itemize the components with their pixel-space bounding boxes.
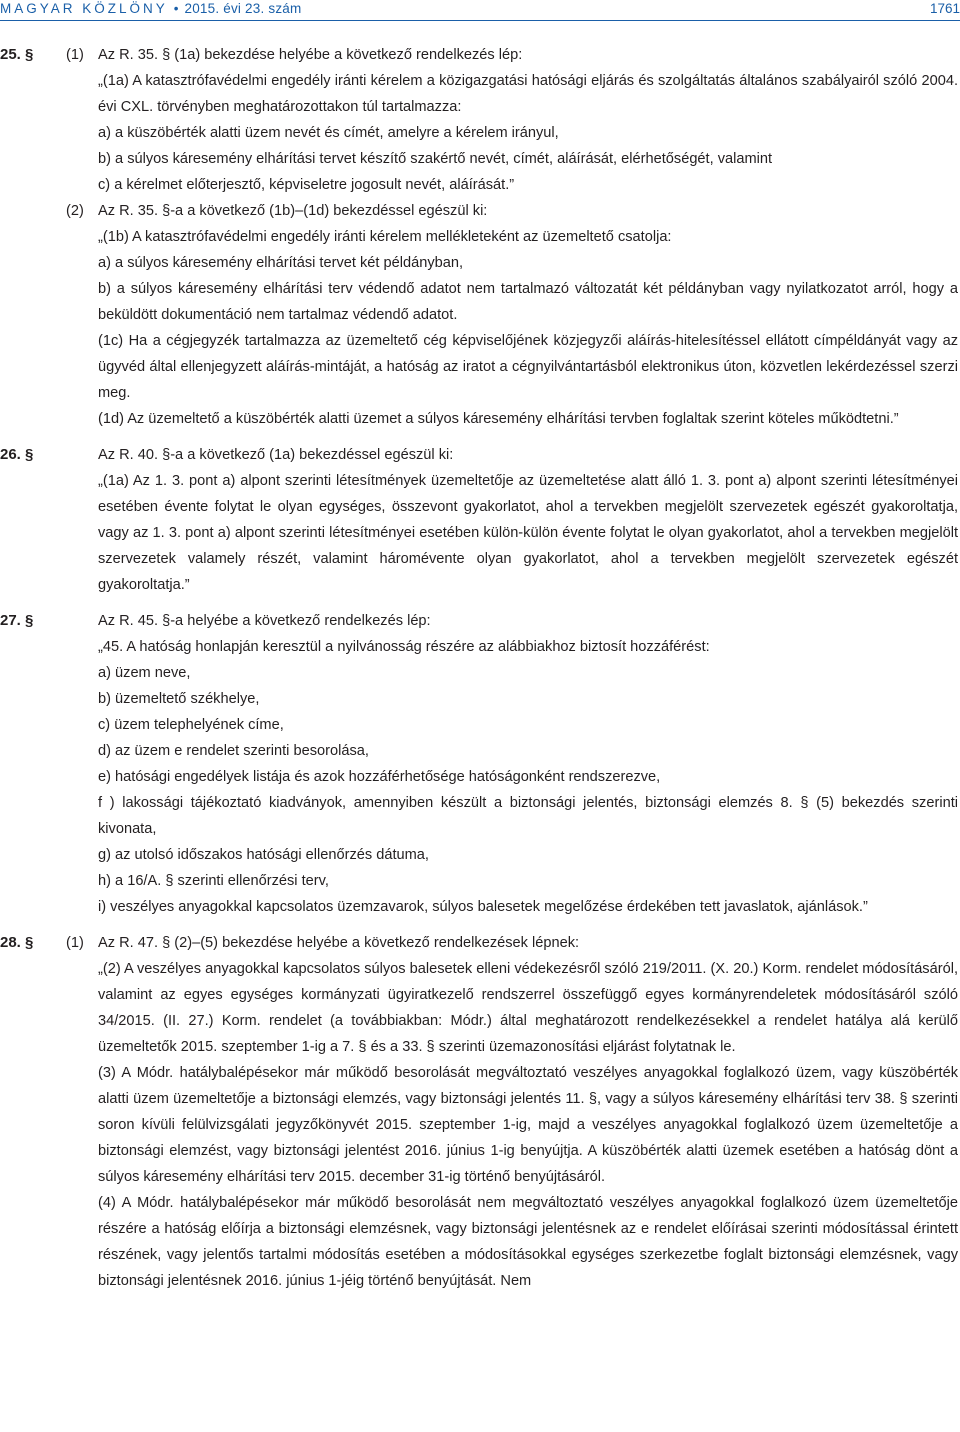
paragraph: (4) A Módr. hatálybalépésekor már működő besorolását nem megváltoztató veszélyes anyagokkal foglalkozó üzem üzemeltetője részére a hatóság előírja a biztonsági elemzésnek, vagy biztonsági jelentésnek az e rendelet előírásai szerinti módosítással érintett részének, vagy jelentős tartalmi módosítás esetében a módosításokkal egységes szerkezetbe foglalt biztonsági elemzésnek, vagy biztonsági jelentésnek 2016. június 1-jéig történő benyújtását. Nem xyxy=(98,1195,958,1289)
paragraph: c) üzem telephelyének címe, xyxy=(98,717,284,733)
paragraph: Az R. 35. §-a a következő (1b)–(1d) bekezdéssel egészül ki: xyxy=(98,203,488,219)
paragraph: g) az utolsó időszakos hatósági ellenőrzés dátuma, xyxy=(98,847,429,863)
section-gap xyxy=(0,598,960,608)
section-number: 25. § xyxy=(0,46,34,63)
page-header xyxy=(0,0,960,21)
section xyxy=(0,930,960,1294)
paragraph: d) az üzem e rendelet szerinti besorolása, xyxy=(98,743,369,759)
subsection xyxy=(66,198,958,432)
paragraph: f ) lakossági tájékoztató kiadványok, amennyiben készült a biztonsági jelentés, biztonsági elemzés 8. § (5) bekezdés szerinti kivonata, xyxy=(98,795,958,837)
paragraph: Az R. 40. §-a a következő (1a) bekezdéssel egészül ki: xyxy=(98,447,454,463)
issue-date: 2015. évi 23. szám xyxy=(184,1,302,16)
paragraph: „(2) A veszélyes anyagokkal kapcsolatos súlyos balesetek elleni védekezésről szóló 219/2011. (X. 20.) Korm. rendelet módosításáról, valamint az egyes egységes kormányzati ügyiratkezelő rendszerrel összefüggő egyes kormányrendeletek módosításáról szóló 34/2015. (II. 27.) Korm. rendelet (a továbbiakban: Módr.) által meghatározott rendelkezésekkel a rendelet hatálya alá kerülő üzemeltetők 2015. szeptember 1-ig a 7. § és a 33. § szerinti üzemazonosítási eljárást folytatnak le. xyxy=(98,961,958,1055)
paragraph: Az R. 47. § (2)–(5) bekezdése helyébe a következő rendelkezések lépnek: xyxy=(98,935,580,951)
paragraph: Az R. 45. §-a helyébe a következő rendelkezés lép: xyxy=(98,613,431,629)
subsection xyxy=(98,442,958,598)
paragraph: „(1a) Az 1. 3. pont a) alpont szerinti létesítmények üzemeltetője az üzemeltetése alatt álló 1. 3. pont a) alpont szerinti létesítményei esetében évente folytat le olyan egységes, összevont gyakorlatot, ahol a tervekben megjelölt szervezetek egészét gyakoroltatja, vagy az 1. 3. pont a) alpont szerinti létesítményei esetében külön-külön évente folytat le olyan gyakorlatot, ahol a tervekben megjelölt szervezetek valamely részét, valamint háromévente olyan gyakorlatot, ahol a tervekben megjelölt szervezetek egészét gyakoroltatja.” xyxy=(98,473,958,593)
paragraph: h) a 16/A. § szerinti ellenőrzési terv, xyxy=(98,873,329,889)
section-body xyxy=(66,930,958,1294)
paragraph: (3) A Módr. hatálybalépésekor már működő besorolását megváltoztató veszélyes anyagokkal foglalkozó üzem, vagy küszöbérték alatti üzem üzemeltetője a biztonsági elemzés, vagy biztonsági jelentés 11. §, vagy a súlyos káresemény elhárítási terv 38. § szerinti soron kívüli felülvizsgálati jegyzőkönyvét 2015. szeptember 1-ig, majd a veszélyes anyagokkal foglalkozó üzem üzemeltetője a biztonsági elemzést, vagy biztonsági jelentést 2016. június 1-ig benyújtja. A küszöbérték alatti üzemek esetében a hatóság dönt a súlyos káresemény elhárítási terv 2015. december 31-ig történő benyújtásáról. xyxy=(98,1065,958,1185)
paragraph: „(1b) A katasztrófavédelmi engedély iránti kérelem mellékleteként az üzemeltető csatolja: xyxy=(98,229,672,245)
paragraph: c) a kérelmet előterjesztő, képviseletre jogosult nevét, aláírását.” xyxy=(98,177,515,193)
page-number: 1761 xyxy=(929,1,960,16)
section xyxy=(0,42,960,432)
paragraph: „45. A hatóság honlapján keresztül a nyilvánosság részére az alábbiakhoz biztosít hozzáférést: xyxy=(98,639,710,655)
section-number: 28. § xyxy=(0,934,34,951)
section-gap xyxy=(0,920,960,930)
subsection xyxy=(98,608,958,920)
subsection-number: (2) xyxy=(66,203,84,219)
section-number: 27. § xyxy=(0,612,34,629)
subsection-number: (1) xyxy=(66,935,84,951)
subsection-number: (1) xyxy=(66,47,84,63)
section-body xyxy=(66,42,958,432)
section xyxy=(0,442,960,598)
paragraph: Az R. 35. § (1a) bekezdése helyébe a következő rendelkezés lép: xyxy=(98,47,523,63)
paragraph: i) veszélyes anyagokkal kapcsolatos üzemzavarok, súlyos balesetek megelőzése érdekében tett javaslatok, ajánlások.” xyxy=(98,899,868,915)
publication-info xyxy=(0,1,301,16)
paragraph: a) a küszöbérték alatti üzem nevét és címét, amelyre a kérelem irányul, xyxy=(98,125,559,141)
document-body xyxy=(0,42,960,1294)
subsection xyxy=(66,42,958,198)
paragraph: b) a súlyos káresemény elhárítási terv védendő adatot nem tartalmazó változatát két példányban vagy nyilatkozatot arról, hogy a beküldött dokumentáció nem tartalmaz védendő adatot. xyxy=(98,281,958,323)
paragraph: e) hatósági engedélyek listája és azok hozzáférhetősége hatóságonként rendszerezve, xyxy=(98,769,661,785)
section-number: 26. § xyxy=(0,446,34,463)
section-body xyxy=(98,608,958,920)
paragraph: (1d) Az üzemeltető a küszöbérték alatti üzemet a súlyos káresemény elhárítási tervben foglaltak szerint köteles működtetni.” xyxy=(98,411,899,427)
section-body xyxy=(98,442,958,598)
section-gap xyxy=(0,432,960,442)
paragraph: b) a súlyos káresemény elhárítási tervet készítő szakértő nevét, címét, aláírását, elérhetőségét, valamint xyxy=(98,151,773,167)
paragraph: „(1a) A katasztrófavédelmi engedély iránti kérelem a közigazgatási hatósági eljárás és szolgáltatás általános szabályairól szóló 2004. évi CXL. törvényben meghatározottakon túl tartalmazza: xyxy=(98,73,958,115)
paragraph: (1c) Ha a cégjegyzék tartalmazza az üzemeltető cég képviselőjének közjegyzői aláírás-hitelesítéssel ellátott címpéldányát vagy az ügyvéd által ellenjegyzett aláírás-mintáját, a hatóság az iratot a cégnyilvántartásból elektronikus úton, közvetlen lekérdezéssel szerzi meg. xyxy=(98,333,958,401)
publication-title: MAGYAR KÖZLÖNY xyxy=(0,1,168,16)
header-separator: • xyxy=(173,1,179,16)
section xyxy=(0,608,960,920)
subsection xyxy=(66,930,958,1294)
paragraph: a) a súlyos káresemény elhárítási tervet két példányban, xyxy=(98,255,464,271)
paragraph: b) üzemeltető székhelye, xyxy=(98,691,260,707)
paragraph: a) üzem neve, xyxy=(98,665,191,681)
